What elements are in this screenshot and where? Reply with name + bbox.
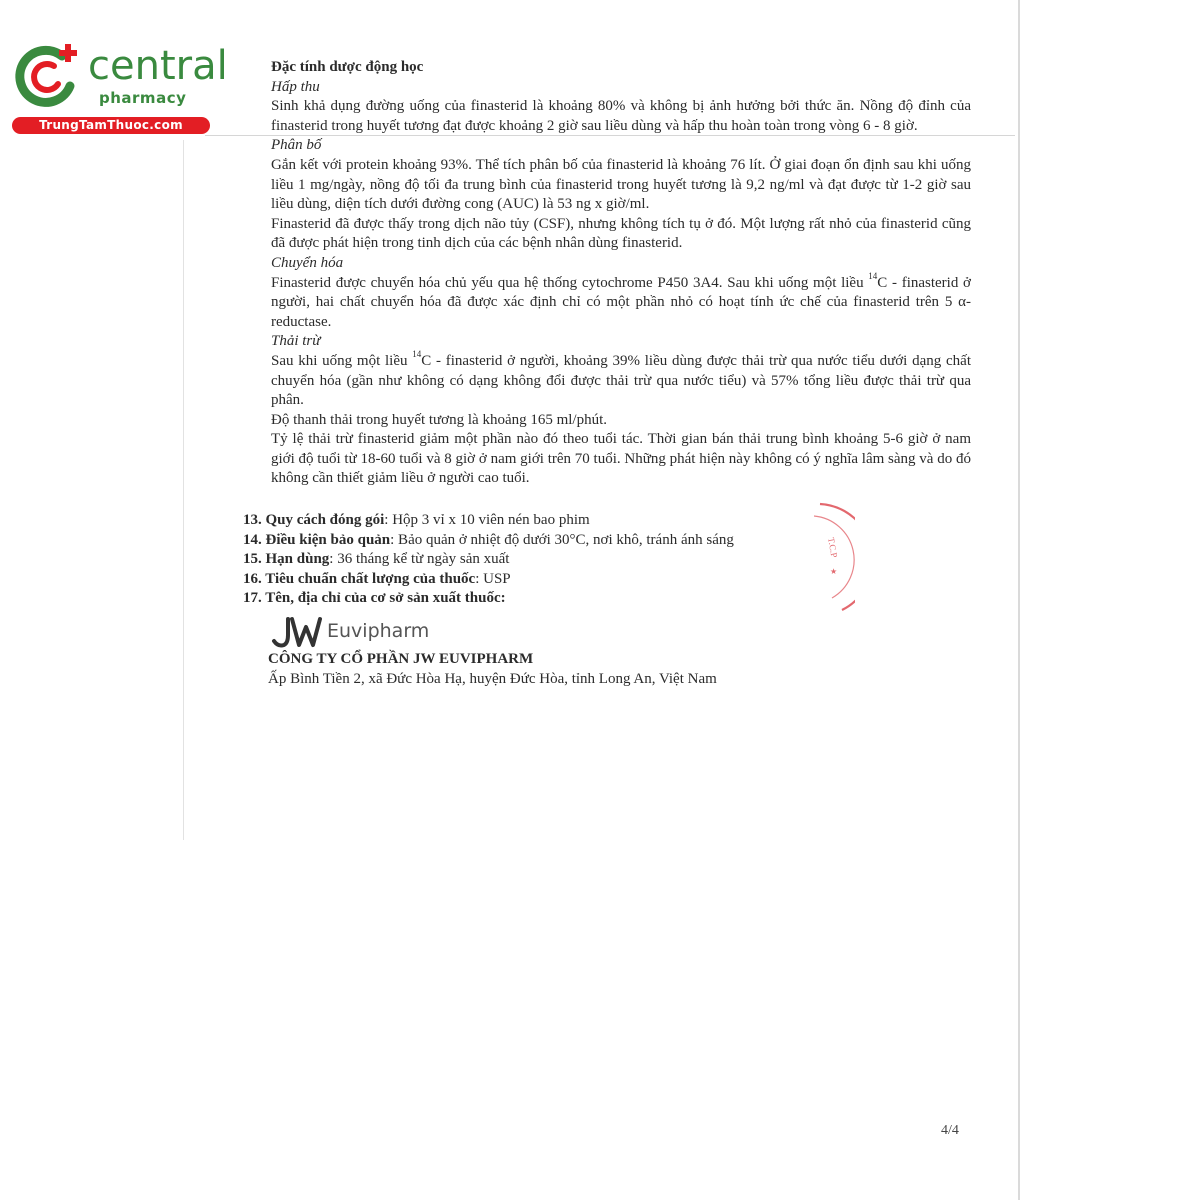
pharmacy-cross-icon [10, 38, 88, 116]
item-label: 16. Tiêu chuẩn chất lượng của thuốc [243, 570, 476, 587]
item-value: : Hộp 3 vỉ x 10 viên nén bao phim [384, 512, 590, 528]
logo-site-link[interactable]: TrungTamThuoc.com [12, 117, 210, 134]
euvipharm-logo-text: Euvipharm [327, 620, 430, 643]
item-label: 13. Quy cách đóng gói [243, 512, 385, 528]
scan-edge [183, 140, 184, 840]
distribution-text-1: Gắn kết với protein khoảng 93%. Thể tích phân bố của finasterid là khoảng 76 lít. Ở giai đoạn ổn định sau khi uống liều 1 mg/ngày, nồng độ tối đa trung bình của finasterid trong huyết tương là 9,2 ng/ml và đạt được từ 1-2 giờ sau liều dùng, diện tích dưới đường cong (AUC) là 53 ng x giờ/ml. [271, 156, 971, 213]
manufacturer-block [268, 614, 868, 689]
absorption-text: Sinh khả dụng đường uống của finasterid là khoảng 80% và không bị ảnh hưởng bởi thức ăn. Nồng độ đỉnh của finasterid trong huyết tương đạt được khoảng 2 giờ sau liều dùng và hấp thu hoàn toàn trong vòng 6 - 8 giờ. [271, 98, 971, 134]
page-number: 4/4 [941, 1123, 959, 1138]
absorption-heading: Hấp thu [271, 78, 320, 95]
item-packaging [243, 511, 843, 531]
stamp-star-icon: ★ [830, 567, 838, 576]
scan-edge [1018, 0, 1020, 1200]
item-label: 15. Hạn dùng [243, 551, 330, 568]
item-label: 14. Điều kiện bảo quản [243, 531, 391, 548]
item-manufacturer [243, 589, 843, 609]
elimination-heading: Thải trừ [271, 333, 321, 350]
numbered-items [243, 511, 843, 609]
logo-brand: central [88, 43, 228, 89]
pharmacokinetics-section [271, 58, 971, 489]
manufacturer-name: CÔNG TY CỔ PHẦN JW EUVIPHARM [268, 651, 534, 667]
item-expiry [243, 550, 843, 570]
item-value: : Bảo quản ở nhiệt độ dưới 30°C, nơi khô, tránh ánh sáng [390, 531, 734, 548]
item-value: : 36 tháng kể từ ngày sản xuất [329, 551, 510, 568]
isotope-superscript: 14 [412, 348, 422, 359]
manufacturer-address: Ấp Bình Tiền 2, xã Đức Hòa Hạ, huyện Đức Hòa, tỉnh Long An, Việt Nam [268, 670, 717, 687]
elimination-text-b: C - finasterid ở người, khoảng 39% liều dùng được thải trừ qua nước tiểu dưới dạng chất chuyển hóa (gần như không có dạng không đổi được thải trừ qua nước tiểu) và 57% tổng liều được thải trừ qua phân. [271, 352, 971, 409]
metabolism-heading: Chuyển hóa [271, 254, 344, 271]
elimination-text-2: Độ thanh thải trong huyết tương là khoảng 165 ml/phút. [271, 411, 608, 428]
item-value: : USP [475, 570, 511, 587]
metabolism-text-b: C - finasterid ở người, hai chất chuyển hóa đã được xác định chỉ có một phần nhỏ có hoạt tính ức chế của finasterid trên 5 α-reductase. [271, 274, 971, 330]
distribution-text-2: Finasterid đã được thấy trong dịch não tủy (CSF), nhưng không tích tụ ở đó. Một lượng rất nhỏ của finasterid cũng đã được phát hiện trong tinh dịch của các bệnh nhân dùng finasterid. [271, 215, 971, 252]
euvipharm-logo [268, 614, 868, 650]
elimination-text [271, 348, 971, 411]
metabolism-text [271, 270, 971, 333]
company-stamp [800, 498, 855, 618]
isotope-superscript: 14 [868, 270, 878, 281]
item-label: 17. Tên, địa chỉ của cơ sở sản xuất thuốc: [243, 590, 506, 607]
item-quality-standard [243, 570, 843, 590]
jw-logo-icon [268, 615, 324, 649]
stamp-text: T.C.P [826, 536, 840, 559]
metabolism-text-a: Finasterid được chuyển hóa chủ yếu qua hệ thống cytochrome P450 3A4. Sau khi uống một liều [271, 274, 869, 291]
logo-sub: pharmacy [99, 89, 187, 107]
section-title: Đặc tính dược động học [271, 59, 424, 75]
elimination-text-3: Tỷ lệ thải trừ finasterid giảm một phần nào đó theo tuổi tác. Thời gian bán thải trung bình khoảng 5-6 giờ ở nam giới độ tuổi từ 18-60 tuổi và 8 giờ ở nam giới trên 70 tuổi. Những phát hiện này không có ý nghĩa lâm sàng và do đó không cần thiết giảm liều ở người cao tuổi. [271, 431, 971, 487]
distribution-heading: Phân bố [271, 137, 322, 154]
central-pharmacy-logo [10, 38, 228, 138]
elimination-text-a: Sau khi uống một liều [271, 352, 413, 369]
item-storage [243, 531, 843, 551]
